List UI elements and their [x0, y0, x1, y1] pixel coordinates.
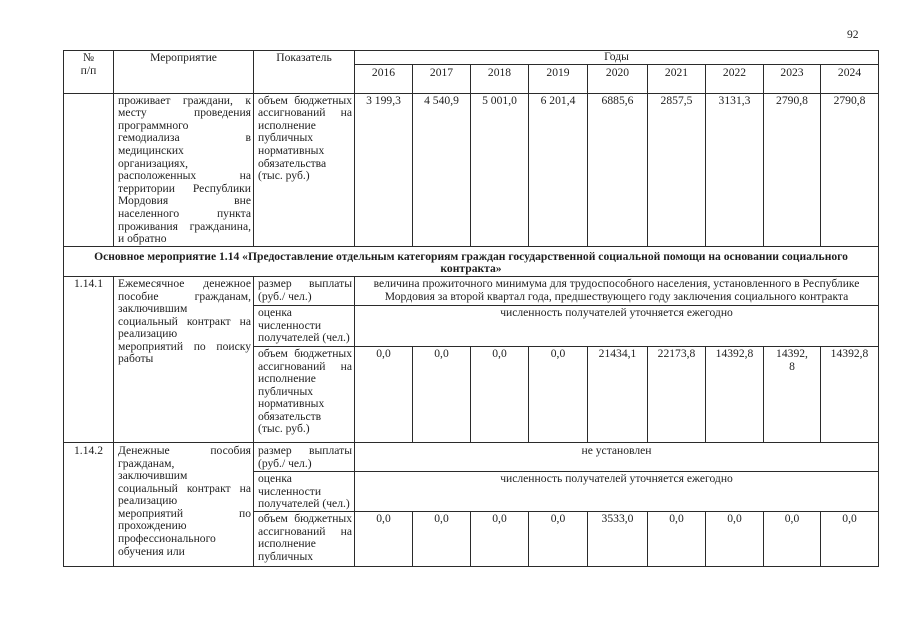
value-2022: 3131,3: [706, 93, 764, 246]
value-2019: 0,0: [529, 511, 588, 566]
text-line: (руб./ чел.): [258, 456, 312, 470]
text-line: исполнение: [258, 372, 316, 386]
merged-value-cell: численность получателей уточняется ежегодно: [355, 471, 879, 511]
text-line: медицинских: [118, 143, 184, 157]
text-line: нормативных: [258, 397, 325, 411]
merged-value-cell: величина прожиточного минимума для трудоспособного населения, установленного в Республике Мордовия за второй квартал года, предшествующего году заключения социального контракта: [355, 276, 879, 305]
text-line: получателей (чел.): [258, 497, 350, 511]
text-line: заключившим: [118, 302, 188, 316]
text-line: ассигнований на: [258, 524, 352, 538]
header-year-2021: 2021: [648, 64, 706, 93]
header-year-2022: 2022: [706, 64, 764, 93]
value-2018: 0,0: [471, 346, 529, 442]
value-2022: 0,0: [706, 511, 764, 566]
header-year-2024: 2024: [821, 64, 879, 93]
text-line: размер выплаты: [258, 276, 352, 290]
text-line: объем бюджетных: [258, 346, 352, 360]
text-line: оценка: [258, 471, 292, 485]
header-indicator: Показатель: [254, 51, 355, 94]
value-2024: 0,0: [821, 511, 879, 566]
indicator-cell: [254, 276, 355, 305]
value-2023: [764, 346, 821, 442]
text-line: объем бюджетных: [258, 511, 352, 525]
text-line: профессионального: [118, 532, 216, 546]
text-line: публичных: [258, 131, 314, 145]
indicator-cell: [254, 471, 355, 511]
value-2017: 0,0: [413, 511, 471, 566]
event-cell: [114, 93, 254, 246]
text-line: Денежные пособия: [118, 443, 251, 457]
text-line: (тыс. руб.): [258, 169, 310, 183]
text-line: проживает граждани, к: [118, 93, 251, 107]
text-line: нормативных: [258, 143, 325, 157]
text-line: прохождению: [118, 519, 187, 533]
text-line: территории Республики: [118, 181, 251, 195]
text-line: проживания гражданина,: [118, 219, 251, 233]
value-2016: 0,0: [355, 511, 413, 566]
text-line: социальный контракт на: [118, 481, 251, 495]
header-year-2017: 2017: [413, 64, 471, 93]
indicator-cell: [254, 511, 355, 566]
text-line: контракта»: [440, 262, 502, 276]
value-2016: 3 199,3: [355, 93, 413, 246]
text-line: (тыс. руб.): [258, 422, 310, 436]
value-2018: 5 001,0: [471, 93, 529, 246]
program-table: [63, 50, 879, 567]
text-line: работы: [118, 352, 154, 366]
header-year-2019: 2019: [529, 64, 588, 93]
section-row: [64, 246, 879, 276]
text-line: (руб./ чел.): [258, 289, 312, 303]
text-line: численности: [258, 318, 322, 332]
value-2019: 6 201,4: [529, 93, 588, 246]
table-row: [64, 93, 879, 246]
text-line: социальный контракт на: [118, 314, 251, 328]
value-text: 14392,8: [776, 346, 808, 373]
value-2020: 21434,1: [588, 346, 648, 442]
value-2021: 0,0: [648, 511, 706, 566]
table-row: [64, 442, 879, 471]
text-line: ассигнований на: [258, 106, 352, 120]
text-line: обязательств: [258, 409, 322, 423]
text-line: получателей (чел.): [258, 331, 350, 345]
header-number: [64, 51, 114, 94]
text-line: мероприятий по: [118, 506, 251, 520]
event-cell: [114, 442, 254, 566]
header-year-2020: 2020: [588, 64, 648, 93]
indicator-cell: [254, 346, 355, 442]
text-line: ассигнований на: [258, 359, 352, 373]
text-line: реализацию: [118, 327, 178, 341]
text-line: гражданам,: [118, 456, 175, 470]
value-2023: 2790,8: [764, 93, 821, 246]
text-line: населенного пункта: [118, 206, 251, 220]
value-2021: 22173,8: [648, 346, 706, 442]
text-line: гемодиализа в: [118, 131, 251, 145]
table-header: [64, 51, 879, 94]
table-row: [64, 276, 879, 305]
header-row: [64, 51, 879, 65]
item-number: 1.14.2: [64, 442, 114, 566]
text-line: месту проведения: [118, 106, 251, 120]
text-line: публичных: [258, 384, 314, 398]
text-line: пособие гражданам,: [118, 289, 251, 303]
text-line: исполнение: [258, 118, 316, 132]
value-2023: 0,0: [764, 511, 821, 566]
event-cell: [114, 276, 254, 442]
row-number: [64, 93, 114, 246]
text-line: заключившим: [118, 469, 188, 483]
text-line: публичных: [258, 549, 314, 563]
indicator-cell: [254, 305, 355, 346]
text-line: размер выплаты: [258, 443, 352, 457]
indicator-cell: [254, 442, 355, 471]
value-2017: 0,0: [413, 346, 471, 442]
text-line: и обратно: [118, 232, 167, 246]
header-years: Годы: [355, 51, 879, 65]
text-line: реализацию: [118, 494, 178, 508]
text-line: обязательства: [258, 156, 327, 170]
text-line: организациях,: [118, 156, 189, 170]
table-body: [64, 93, 879, 566]
text-line: п/п: [80, 63, 97, 77]
text-line: программного: [118, 118, 189, 132]
indicator-cell: [254, 93, 355, 246]
text-line: объем бюджетных: [258, 93, 352, 107]
page-number: 92: [847, 28, 859, 41]
value-2018: 0,0: [471, 511, 529, 566]
value-2017: 4 540,9: [413, 93, 471, 246]
text-line: мероприятий по поиску: [118, 339, 251, 353]
value-2024: 2790,8: [821, 93, 879, 246]
value-2016: 0,0: [355, 346, 413, 442]
value-2022: 14392,8: [706, 346, 764, 442]
text-line: Мордовия вне: [118, 194, 251, 208]
text-line: численности: [258, 484, 322, 498]
merged-value-cell: не установлен: [355, 442, 879, 471]
header-year-2018: 2018: [471, 64, 529, 93]
text-line: №: [82, 51, 95, 64]
merged-value-cell: численность получателей уточняется ежегодно: [355, 305, 879, 346]
value-2020: 3533,0: [588, 511, 648, 566]
section-heading: [64, 246, 879, 276]
header-year-2023: 2023: [764, 64, 821, 93]
value-2024: 14392,8: [821, 346, 879, 442]
text-line: оценка: [258, 305, 292, 319]
text-line: исполнение: [258, 537, 316, 551]
text-line: расположенных на: [118, 169, 251, 183]
value-2021: 2857,5: [648, 93, 706, 246]
text-line: Ежемесячное денежное: [118, 276, 251, 290]
header-event: Мероприятие: [114, 51, 254, 94]
text-line: обучения или: [118, 544, 185, 558]
text-line: Основное мероприятие 1.14 «Предоставление отдельным категориям граждан государственной социальной помощи на основании социального: [94, 249, 848, 263]
item-number: 1.14.1: [64, 276, 114, 442]
value-2020: 6885,6: [588, 93, 648, 246]
value-2019: 0,0: [529, 346, 588, 442]
header-year-2016: 2016: [355, 64, 413, 93]
